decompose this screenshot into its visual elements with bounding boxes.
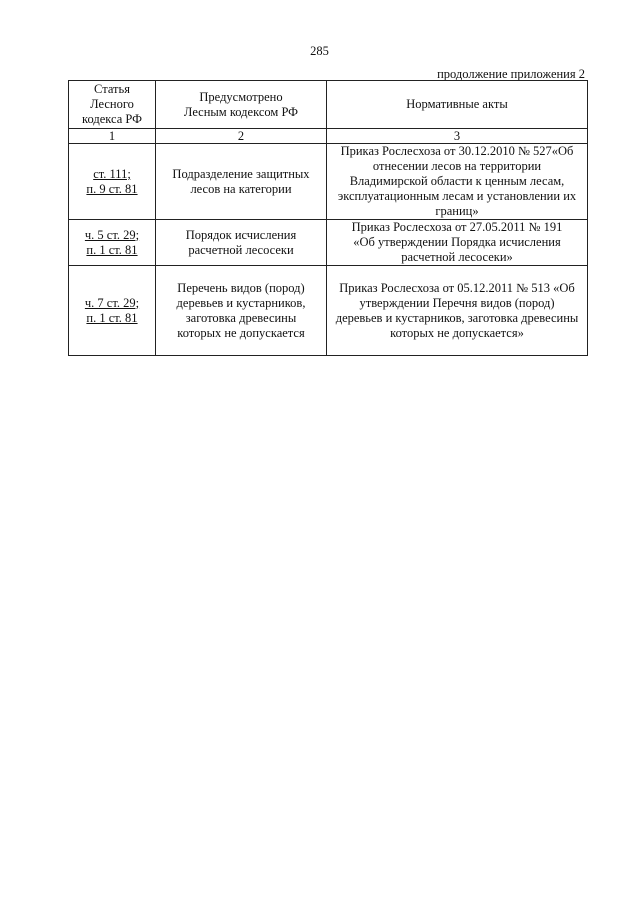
table-row xyxy=(69,220,588,266)
table-header-row xyxy=(69,81,588,129)
column-number: 1 xyxy=(69,129,156,144)
header-article xyxy=(69,81,156,129)
provided-line: расчетной лесосеки xyxy=(188,242,294,257)
provided-line: Перечень видов (пород) xyxy=(177,280,305,295)
act-line: Приказ Рослесхоза от 30.12.2010 № 527«Об xyxy=(340,144,574,158)
article-ref-link[interactable]: п. 1 ст. 81 xyxy=(86,242,138,257)
header-provided-line: Лесным кодексом РФ xyxy=(183,104,299,119)
normative-acts-table xyxy=(68,80,588,356)
header-article-line: кодекса РФ xyxy=(82,112,142,126)
provided-line: которых не допускается xyxy=(177,325,305,340)
article-ref-cell xyxy=(69,220,156,266)
article-ref-link[interactable]: ст. 111; xyxy=(93,166,131,181)
appendix-continuation-label: продолжение приложения 2 xyxy=(437,67,585,81)
act-line: эксплуатационным лесам и установлении их xyxy=(337,189,577,203)
header-article-line: Статья xyxy=(94,82,130,96)
act-line: которых не допускается» xyxy=(390,325,524,340)
article-ref-link[interactable]: ч. 7 ст. 29; xyxy=(84,295,140,310)
header-acts: Нормативные акты xyxy=(327,81,588,129)
provided-line: Подразделение защитных xyxy=(172,166,310,181)
article-ref-link[interactable]: п. 1 ст. 81 xyxy=(86,310,138,325)
table-row xyxy=(69,266,588,356)
page-number: 285 xyxy=(310,44,329,58)
act-cell xyxy=(327,144,588,220)
act-line: Владимирской области к ценным лесам, xyxy=(349,174,565,188)
provided-line: деревьев и кустарников, xyxy=(176,295,306,310)
header-provided xyxy=(156,81,327,129)
article-ref-cell xyxy=(69,266,156,356)
act-line: Приказ Рослесхоза от 27.05.2011 № 191 xyxy=(351,220,563,234)
provided-cell xyxy=(156,144,327,220)
provided-cell xyxy=(156,220,327,266)
article-ref-link[interactable]: п. 9 ст. 81 xyxy=(86,181,138,196)
act-line: границ» xyxy=(435,204,479,218)
act-line: расчетной лесосеки» xyxy=(401,250,513,264)
provided-cell xyxy=(156,266,327,356)
column-number: 2 xyxy=(156,129,327,144)
provided-line: Порядок исчисления xyxy=(185,227,297,242)
column-number-row xyxy=(69,129,588,144)
header-article-line: Лесного xyxy=(90,97,134,111)
provided-line: заготовка древесины xyxy=(185,310,297,325)
provided-line: лесов на категории xyxy=(190,181,292,196)
act-line: деревьев и кустарников, заготовка древесины xyxy=(335,310,579,325)
article-ref-link[interactable]: ч. 5 ст. 29; xyxy=(84,227,140,242)
act-line: утверждении Перечня видов (пород) xyxy=(359,295,555,310)
act-line: Приказ Рослесхоза от 05.12.2011 № 513 «Об xyxy=(339,280,575,295)
article-ref-cell xyxy=(69,144,156,220)
column-number: 3 xyxy=(327,129,588,144)
header-provided-line: Предусмотрено xyxy=(199,89,283,104)
act-line: отнесении лесов на территории xyxy=(372,159,542,173)
table-row xyxy=(69,144,588,220)
act-cell xyxy=(327,266,588,356)
act-cell xyxy=(327,220,588,266)
act-line: «Об утверждении Порядка исчисления xyxy=(353,235,561,249)
